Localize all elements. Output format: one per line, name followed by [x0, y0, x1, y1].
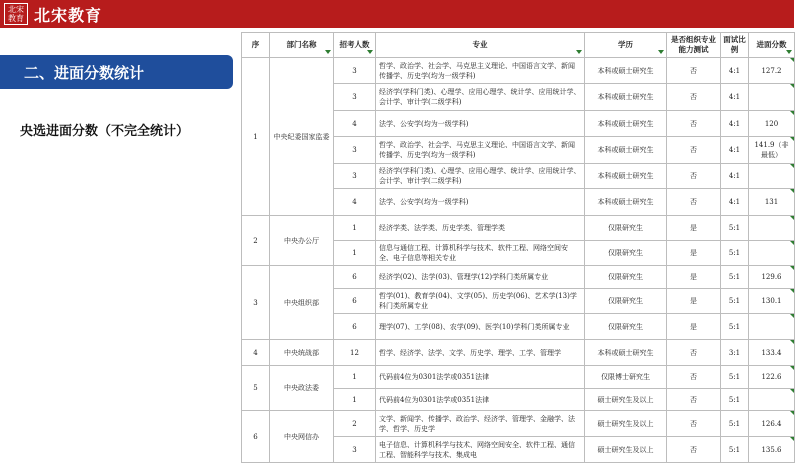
cell-major: 法学、公安学(均为一级学科)	[376, 111, 585, 137]
cell-headcount: 1	[334, 389, 376, 411]
cell-education: 仅限研究生	[585, 314, 667, 340]
column-header-label: 招考人数	[339, 40, 370, 49]
cell-interview-ratio: 5:1	[721, 266, 749, 289]
cell-serial: 4	[242, 340, 270, 366]
column-header-label: 面试比例	[723, 35, 746, 54]
cell-skill-test: 否	[667, 137, 721, 164]
brand-name: 北宋教育	[34, 5, 103, 25]
cell-education: 仅限研究生	[585, 241, 667, 266]
cell-headcount: 1	[334, 216, 376, 241]
score-table	[241, 32, 795, 463]
cell-headcount: 12	[334, 340, 376, 366]
cell-skill-test: 是	[667, 216, 721, 241]
table-row	[242, 216, 795, 241]
brand-logo	[4, 3, 102, 25]
cell-department: 中央统战部	[270, 340, 334, 366]
column-header-label: 是否组织专业能力测试	[671, 35, 716, 54]
column-header	[270, 33, 334, 58]
cell-serial: 5	[242, 366, 270, 411]
cell-score	[749, 241, 795, 266]
cell-headcount: 3	[334, 58, 376, 84]
cell-interview-ratio: 5:1	[721, 411, 749, 437]
cell-skill-test: 否	[667, 189, 721, 216]
cell-department: 中央政法委	[270, 366, 334, 411]
cell-skill-test: 是	[667, 314, 721, 340]
cell-skill-test: 否	[667, 411, 721, 437]
cell-education: 本科或硕士研究生	[585, 84, 667, 111]
cell-headcount: 1	[334, 366, 376, 389]
cell-score: 130.1	[749, 289, 795, 314]
column-header	[334, 33, 376, 58]
cell-major: 哲学、政治学、社会学、马克思主义理论、中国语言文学、新闻传播学、历史学(均为一级学科)	[376, 58, 585, 84]
column-header	[721, 33, 749, 58]
cell-skill-test: 否	[667, 389, 721, 411]
cell-education: 本科或硕士研究生	[585, 58, 667, 84]
cell-department: 中央办公厅	[270, 216, 334, 266]
cell-headcount: 6	[334, 289, 376, 314]
cell-major: 代码前4位为0301法学或0351法律	[376, 366, 585, 389]
table-row	[242, 58, 795, 84]
cell-interview-ratio: 4:1	[721, 84, 749, 111]
table-header-row	[242, 33, 795, 58]
cell-interview-ratio: 5:1	[721, 314, 749, 340]
cell-major: 信息与通信工程、计算机科学与技术、软件工程、网络空间安全、电子信息等相关专业	[376, 241, 585, 266]
cell-interview-ratio: 5:1	[721, 241, 749, 266]
cell-education: 硕士研究生及以上	[585, 389, 667, 411]
brand-seal: 北宋教育	[4, 3, 28, 25]
cell-education: 仅限研究生	[585, 289, 667, 314]
cell-interview-ratio: 5:1	[721, 437, 749, 463]
cell-education: 仅限博士研究生	[585, 366, 667, 389]
cell-score: 141.9（非最低）	[749, 137, 795, 164]
column-header-label: 部门名称	[286, 40, 317, 49]
cell-skill-test: 是	[667, 289, 721, 314]
cell-score	[749, 84, 795, 111]
cell-headcount: 4	[334, 111, 376, 137]
cell-headcount: 3	[334, 164, 376, 189]
column-header	[376, 33, 585, 58]
cell-serial: 3	[242, 266, 270, 340]
cell-score	[749, 314, 795, 340]
cell-education: 硕士研究生及以上	[585, 437, 667, 463]
cell-score: 131	[749, 189, 795, 216]
cell-major: 代码前4位为0301法学或0351法律	[376, 389, 585, 411]
table-row	[242, 411, 795, 437]
filter-dropdown-icon[interactable]	[785, 49, 792, 55]
column-header	[667, 33, 721, 58]
cell-major: 哲学、政治学、社会学、马克思主义理论、中国语言文学、新闻传播学、历史学(均为一级学科)	[376, 137, 585, 164]
cell-interview-ratio: 5:1	[721, 366, 749, 389]
cell-education: 仅限研究生	[585, 266, 667, 289]
cell-major: 经济学类、法学类、历史学类、管理学类	[376, 216, 585, 241]
cell-major: 文学、新闻学、传播学、政治学、经济学、管理学、金融学、法学、哲学、历史学	[376, 411, 585, 437]
cell-skill-test: 否	[667, 340, 721, 366]
cell-interview-ratio: 4:1	[721, 137, 749, 164]
cell-department: 中央组织部	[270, 266, 334, 340]
cell-skill-test: 是	[667, 241, 721, 266]
cell-major: 法学、公安学(均为一级学科)	[376, 189, 585, 216]
cell-score	[749, 164, 795, 189]
cell-major: 理学(07)、工学(08)、农学(09)、医学(10)学科门类所属专业	[376, 314, 585, 340]
cell-interview-ratio: 4:1	[721, 189, 749, 216]
cell-major: 经济学(学科门类)、心理学、应用心理学、统计学、应用统计学、会计学、审计学(二级学科)	[376, 84, 585, 111]
table-body	[242, 58, 795, 463]
table-row	[242, 340, 795, 366]
column-header	[585, 33, 667, 58]
cell-interview-ratio: 4:1	[721, 111, 749, 137]
cell-education: 硕士研究生及以上	[585, 411, 667, 437]
column-header	[749, 33, 795, 58]
cell-serial: 6	[242, 411, 270, 463]
cell-major: 电子信息、计算机科学与技术、网络空间安全、软件工程、通信工程、智能科学与技术、集成电	[376, 437, 585, 463]
cell-skill-test: 否	[667, 164, 721, 189]
cell-score: 129.6	[749, 266, 795, 289]
cell-major: 哲学(01)、教育学(04)、文学(05)、历史学(06)、艺术学(13)学科门类所属专业	[376, 289, 585, 314]
cell-interview-ratio: 3:1	[721, 340, 749, 366]
cell-education: 本科或硕士研究生	[585, 340, 667, 366]
cell-score: 120	[749, 111, 795, 137]
filter-dropdown-icon[interactable]	[324, 49, 331, 55]
cell-score: 135.6	[749, 437, 795, 463]
cell-score: 133.4	[749, 340, 795, 366]
cell-interview-ratio: 4:1	[721, 58, 749, 84]
cell-interview-ratio: 5:1	[721, 289, 749, 314]
table-row	[242, 266, 795, 289]
filter-dropdown-icon[interactable]	[366, 49, 373, 55]
cell-skill-test: 否	[667, 84, 721, 111]
cell-score: 122.6	[749, 366, 795, 389]
filter-dropdown-icon[interactable]	[575, 49, 582, 55]
cell-skill-test: 否	[667, 366, 721, 389]
column-header-label: 序	[251, 40, 260, 49]
cell-headcount: 3	[334, 84, 376, 111]
column-header	[242, 33, 270, 58]
cell-department: 中央纪委国家监委	[270, 58, 334, 216]
section-title: 二、进面分数统计	[0, 55, 233, 89]
cell-major: 哲学、经济学、法学、文学、历史学、理学、工学、管理学	[376, 340, 585, 366]
cell-interview-ratio: 5:1	[721, 216, 749, 241]
cell-education: 本科或硕士研究生	[585, 111, 667, 137]
cell-education: 本科或硕士研究生	[585, 189, 667, 216]
column-header-label: 进面分数	[756, 40, 787, 49]
cell-score: 126.4	[749, 411, 795, 437]
cell-education: 本科或硕士研究生	[585, 137, 667, 164]
cell-interview-ratio: 4:1	[721, 164, 749, 189]
cell-skill-test: 否	[667, 58, 721, 84]
score-table-container	[241, 32, 794, 459]
cell-headcount: 3	[334, 437, 376, 463]
filter-dropdown-icon[interactable]	[657, 49, 664, 55]
cell-score: 127.2	[749, 58, 795, 84]
cell-headcount: 2	[334, 411, 376, 437]
cell-headcount: 6	[334, 314, 376, 340]
top-banner	[0, 0, 794, 28]
page-subtitle: 央选进面分数（不完全统计）	[20, 124, 190, 139]
cell-skill-test: 否	[667, 437, 721, 463]
column-header-label: 学历	[618, 40, 633, 49]
cell-headcount: 4	[334, 189, 376, 216]
cell-headcount: 1	[334, 241, 376, 266]
cell-score	[749, 216, 795, 241]
cell-score	[749, 389, 795, 411]
cell-skill-test: 是	[667, 266, 721, 289]
cell-department: 中央网信办	[270, 411, 334, 463]
cell-interview-ratio: 5:1	[721, 389, 749, 411]
cell-serial: 2	[242, 216, 270, 266]
cell-major: 经济学(02)、法学(03)、管理学(12)学科门类所属专业	[376, 266, 585, 289]
cell-major: 经济学(学科门类)、心理学、应用心理学、统计学、应用统计学、会计学、审计学(二级学科)	[376, 164, 585, 189]
cell-education: 仅限研究生	[585, 216, 667, 241]
cell-skill-test: 否	[667, 111, 721, 137]
column-header-label: 专业	[472, 40, 488, 49]
cell-education: 本科或硕士研究生	[585, 164, 667, 189]
cell-headcount: 3	[334, 137, 376, 164]
cell-headcount: 6	[334, 266, 376, 289]
cell-serial: 1	[242, 58, 270, 216]
table-row	[242, 366, 795, 389]
